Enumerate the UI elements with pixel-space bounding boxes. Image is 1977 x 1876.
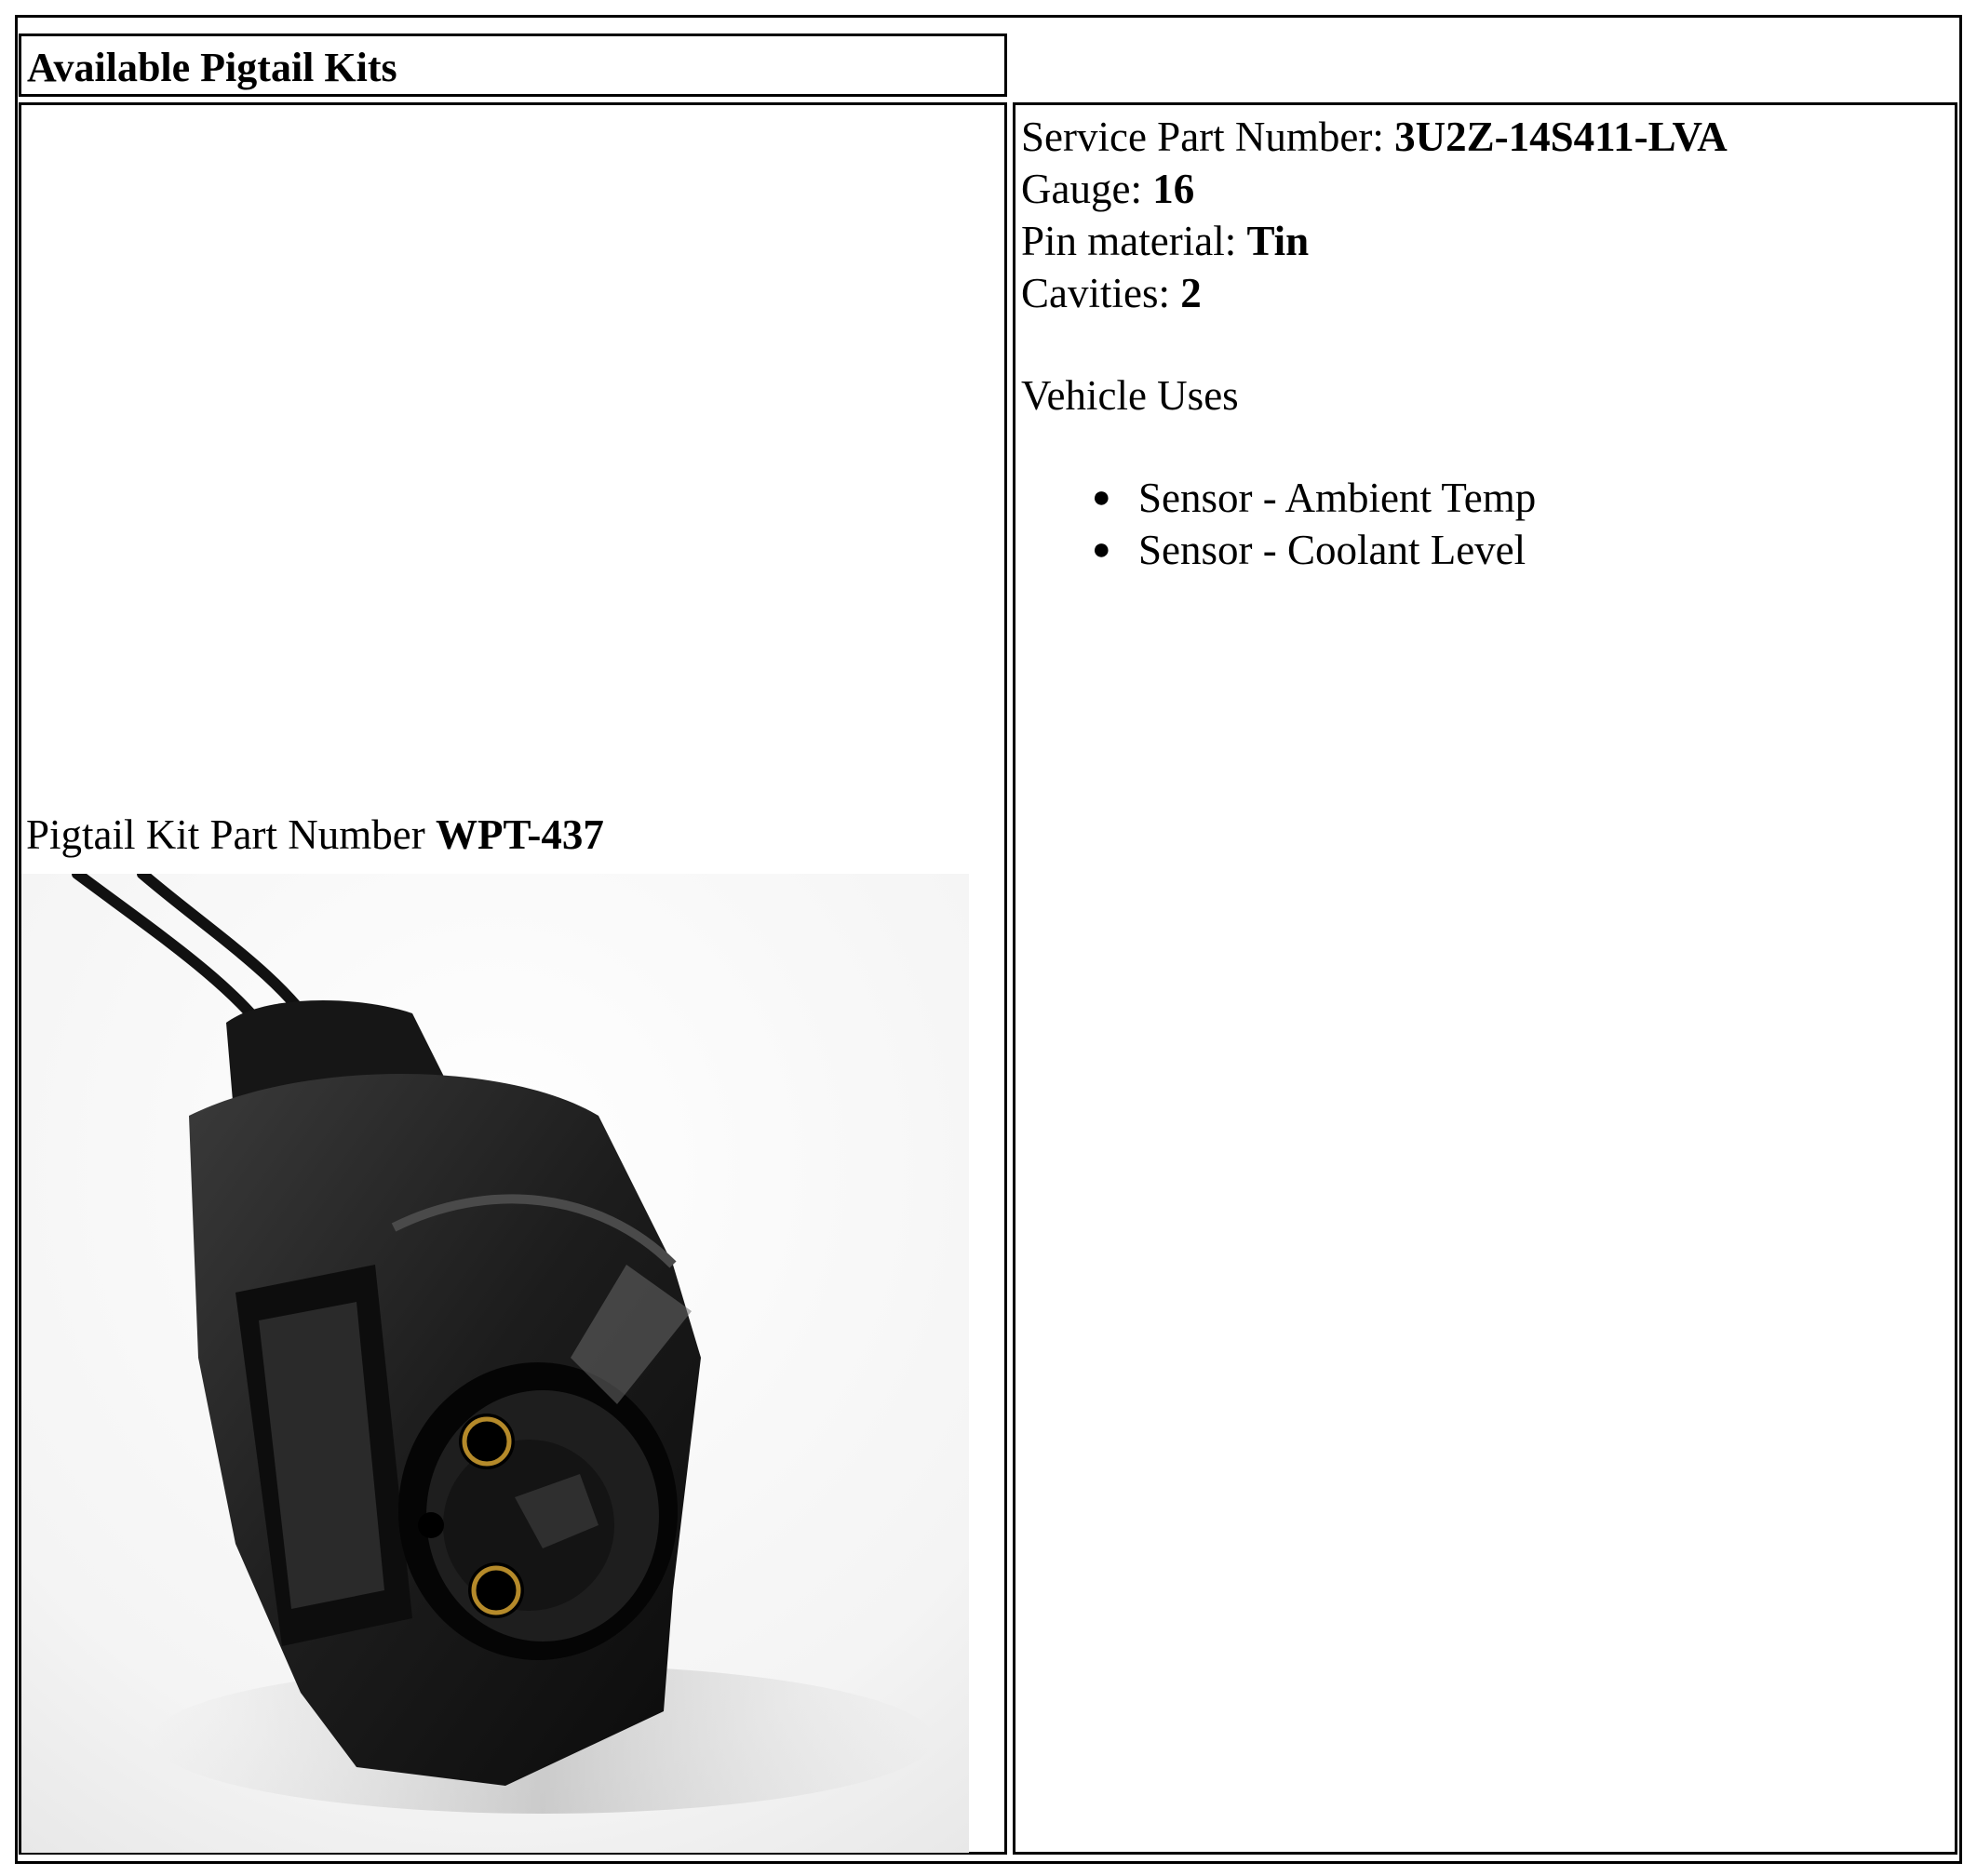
spec-value: 2 <box>1180 270 1202 316</box>
page-title: Available Pigtail Kits <box>27 45 397 90</box>
kit-image-cell <box>19 102 1007 1855</box>
spec-value: 16 <box>1152 166 1195 212</box>
spec-value: 3U2Z-14S411-LVA <box>1394 114 1728 160</box>
spec-pin-material <box>1021 215 1949 267</box>
spec-label: Pin material: <box>1021 218 1237 264</box>
list-item <box>1092 524 1949 576</box>
vehicle-uses-list <box>1021 472 1949 576</box>
spec-cavities <box>1021 267 1949 319</box>
list-item <box>1092 472 1949 524</box>
spec-gauge <box>1021 163 1949 215</box>
kit-part-number: WPT-437 <box>435 811 604 858</box>
spec-label: Gauge: <box>1021 166 1142 212</box>
spec-service-part-number <box>1021 111 1949 163</box>
spec-label: Service Part Number: <box>1021 114 1384 160</box>
bullet-icon: ● <box>1092 480 1111 515</box>
vehicle-use-label: Sensor - Coolant Level <box>1138 527 1526 573</box>
kit-part-label: Pigtail Kit Part Number <box>26 811 425 858</box>
spec-label: Cavities: <box>1021 270 1170 316</box>
header-cell <box>19 34 1007 97</box>
spec-value: Tin <box>1246 218 1310 264</box>
vehicle-uses-heading: Vehicle Uses <box>1021 372 1239 419</box>
bullet-icon: ● <box>1092 532 1111 567</box>
vehicle-use-label: Sensor - Ambient Temp <box>1138 475 1537 521</box>
kit-part-line <box>26 809 604 861</box>
connector-photo <box>21 874 969 1853</box>
specs-cell <box>1013 102 1957 1855</box>
